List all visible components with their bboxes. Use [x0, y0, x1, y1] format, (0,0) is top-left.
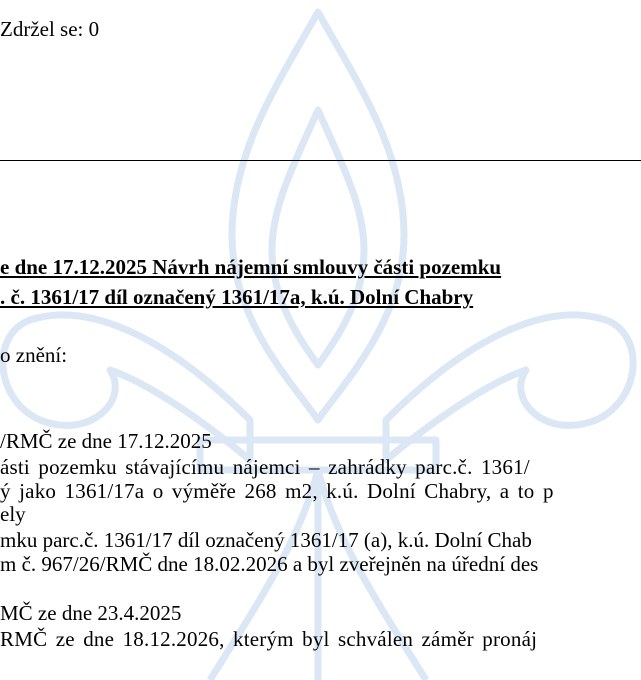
body-line-9: RMČ ze dne 18.12.2026, kterým byl schválen záměr pronáj: [0, 627, 538, 651]
abstained-votes: Zdržel se: 0: [0, 17, 100, 41]
body-line-6: mku parc.č. 1361/17 díl označený 1361/17 (a), k.ú. Dolní Chab: [0, 528, 532, 552]
body-line-4: ý jako 1361/17a o výměře 268 m2, k.ú. Dolní Chabry, a to p: [0, 479, 554, 503]
body-line-2: /RMČ ze dne 17.12.2025: [0, 429, 212, 453]
body-line-8: MČ ze dne 23.4.2025: [0, 601, 182, 625]
body-line-5: ely: [0, 502, 26, 526]
body-line-1: o znění:: [0, 343, 68, 367]
body-line-3: ásti pozemku stávajícímu nájemci – zahrádky parc.č. 1361/: [0, 455, 530, 479]
divider-line: [0, 160, 641, 161]
resolution-heading-line-2: . č. 1361/17 díl označený 1361/17a, k.ú. Dolní Chabry: [0, 285, 474, 309]
body-line-7: m č. 967/26/RMČ dne 18.02.2026 a byl zveřejněn na úřední des: [0, 552, 539, 576]
resolution-heading-line-1: e dne 17.12.2025 Návrh nájemní smlouvy části pozemku: [0, 255, 502, 279]
